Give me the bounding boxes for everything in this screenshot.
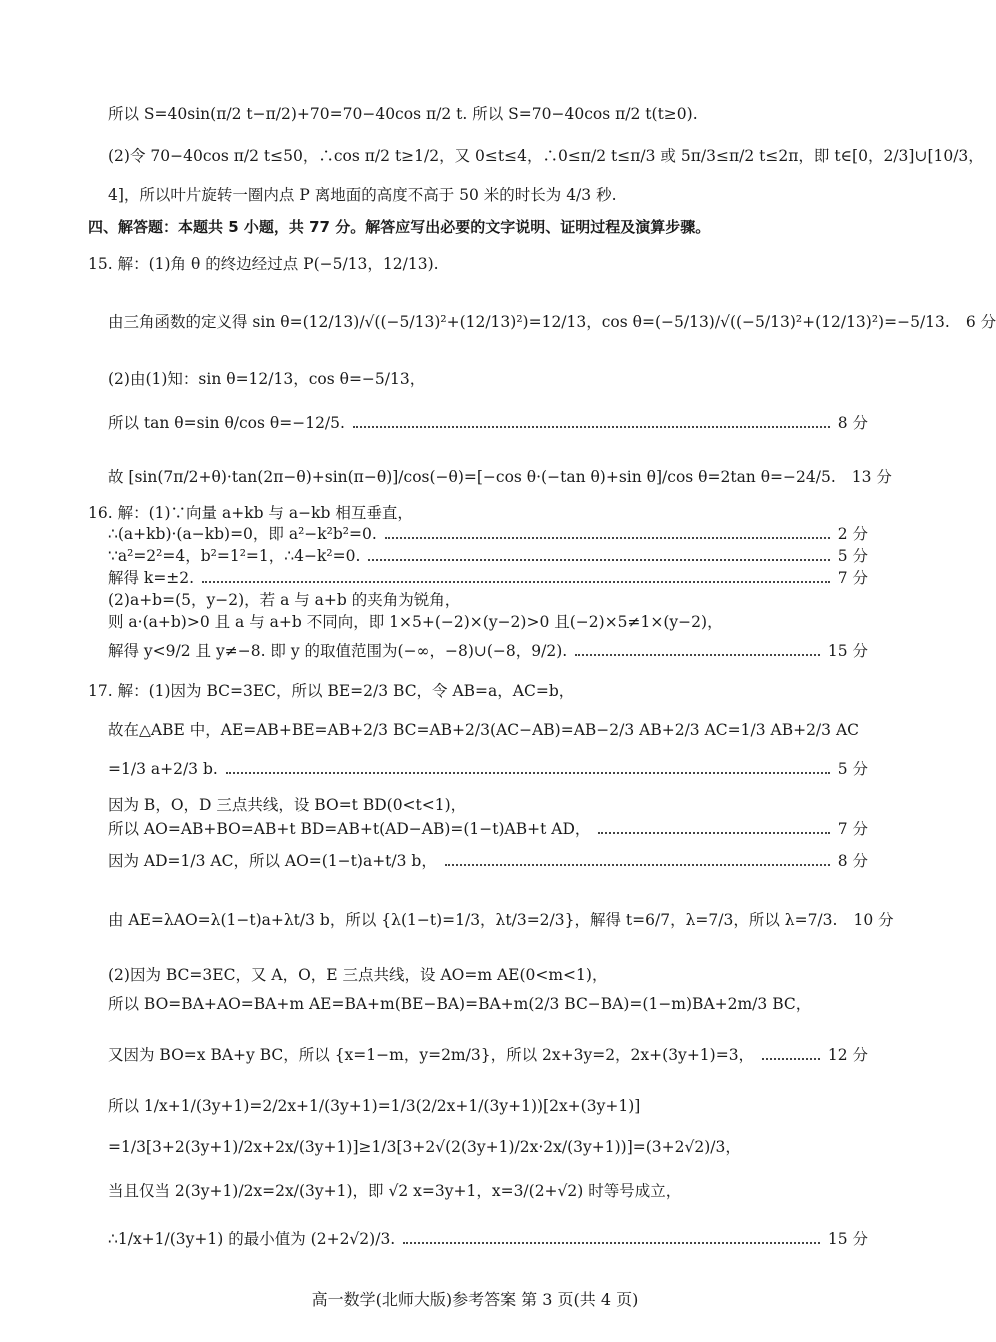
solution-text: 由 AE=λAO=λ(1−t)a+λt/3 b，所以 {λ(1−t)=1/3，λt/3=2/3}，解得 t=6/7，λ=7/3，所以 λ=7/3. — [108, 911, 838, 929]
solution-text: 故 [sin(7π/2+θ)·tan(2π−θ)+sin(π−θ)]/cos(−θ)=[−cos θ·(−tan θ)+sin θ]/cos θ=2tan θ=−24/5. — [108, 468, 836, 486]
score-mark: 7 分 — [837, 820, 868, 838]
solution-line — [108, 567, 868, 589]
solution-text: 当且仅当 2(3y+1)/2x=2x/(3y+1)，即 √2 x=3y+1，x=3/(2+√2) 时等号成立， — [108, 1182, 682, 1200]
solution-line — [108, 412, 868, 434]
score-mark: 5 分 — [837, 547, 868, 565]
solution-line — [108, 964, 868, 986]
solution-text: (2)令 70−40cos π/2 t≤50，∴cos π/2 t≥1/2，又 0≤t≤4，∴0≤π/2 t≤π/3 或 5π/3≤π/2 t≤2π，即 t∈[0，2/3]∪[10/3， — [108, 147, 984, 165]
score-mark: 15 分 — [827, 642, 868, 660]
score-mark: 8 分 — [837, 852, 868, 870]
solution-line — [108, 818, 868, 840]
solution-line — [108, 311, 996, 333]
solution-text: 解得 y<9/2 且 y≠−8. 即 y 的取值范围为(−∞，−8)∪(−8，9/2). — [108, 642, 568, 660]
dot-leader — [598, 832, 829, 834]
solution-line — [108, 1136, 868, 1158]
solution-text: (2)由(1)知：sin θ=12/13，cos θ=−5/13， — [108, 370, 426, 388]
solution-line — [108, 145, 984, 167]
solution-text: 因为 AD=1/3 AC，所以 AO=(1−t)a+t/3 b， — [108, 852, 437, 870]
solution-line — [88, 502, 868, 524]
solution-line — [108, 1044, 868, 1066]
solution-text: 17. 解：(1)因为 BC=3EC，所以 BE=2/3 BC，令 AB=a，AC=b， — [88, 682, 575, 700]
section-heading: 四、解答题：本题共 5 小题，共 77 分。解答应写出必要的文字说明、证明过程及演算步骤。 — [88, 218, 711, 236]
solution-line — [108, 1095, 868, 1117]
solution-text: 所以 AO=AB+BO=AB+t BD=AB+t(AD−AB)=(1−t)AB+t AD， — [108, 820, 591, 838]
dot-leader — [575, 654, 820, 656]
score-mark: 12 分 — [827, 1046, 868, 1064]
dot-leader — [403, 1242, 820, 1244]
solution-text: ∵a²=2²=4，b²=1²=1，∴4−k²=0. — [108, 547, 361, 565]
solution-text: 解得 k=±2. — [108, 569, 195, 587]
solution-line — [88, 253, 868, 275]
solution-line — [108, 758, 868, 780]
solution-line — [88, 680, 868, 702]
solution-text: 所以 BO=BA+AO=BA+m AE=BA+m(BE−BA)=BA+m(2/3 BC−BA)=(1−m)BA+2m/3 BC， — [108, 995, 812, 1013]
solution-line — [108, 993, 868, 1015]
score-mark: 13 分 — [851, 468, 892, 486]
solution-text: 所以 tan θ=sin θ/cos θ=−12/5. — [108, 414, 345, 432]
solution-text: ∴1/x+1/(3y+1) 的最小值为 (2+2√2)/3. — [108, 1230, 396, 1248]
solution-text: 因为 B，O，D 三点共线，设 BO=t BD(0<t<1)， — [108, 796, 467, 814]
score-mark: 8 分 — [837, 414, 868, 432]
score-mark: 7 分 — [837, 569, 868, 587]
solution-text: 由三角函数的定义得 sin θ=(12/13)/√((−5/13)²+(12/13)²)=12/13，cos θ=(−5/13)/√((−5/13)²+(12/13)²)=−5/13. — [108, 313, 950, 331]
score-mark: 5 分 — [837, 760, 868, 778]
dot-leader — [368, 559, 829, 561]
solution-line — [108, 640, 868, 662]
dot-leader — [385, 537, 830, 539]
dot-leader — [445, 864, 830, 866]
solution-line — [108, 589, 868, 611]
solution-line — [108, 466, 892, 488]
solution-line — [108, 545, 868, 567]
solution-line — [108, 368, 868, 390]
solution-line — [108, 1180, 868, 1202]
solution-text: 16. 解：(1)∵向量 a+kb 与 a−kb 相互垂直， — [88, 504, 413, 522]
solution-text: 15. 解：(1)角 θ 的终边经过点 P(−5/13，12/13). — [88, 255, 439, 273]
solution-text: (2)因为 BC=3EC，又 A，O，E 三点共线，设 AO=m AE(0<m<1)， — [108, 966, 608, 984]
solution-line — [108, 523, 868, 545]
score-mark: 2 分 — [837, 525, 868, 543]
solution-line — [108, 719, 868, 741]
dot-leader — [202, 581, 830, 583]
solution-text: 4]，所以叶片旋转一圈内点 P 离地面的高度不高于 50 米的时长为 4/3 秒. — [108, 186, 617, 204]
score-mark: 15 分 — [827, 1230, 868, 1248]
dot-leader — [226, 772, 830, 774]
page-footer: 高一数学(北师大版)参考答案 第 3 页(共 4 页) — [311, 1290, 639, 1309]
score-mark: 10 分 — [853, 911, 894, 929]
solution-text: (2)a+b=(5，y−2)，若 a 与 a+b 的夹角为锐角， — [108, 591, 461, 609]
solution-text: =1/3[3+2(3y+1)/2x+2x/(3y+1)]≥1/3[3+2√(2(3y+1)/2x·2x/(3y+1))]=(3+2√2)/3， — [108, 1138, 741, 1156]
solution-text: 所以 1/x+1/(3y+1)=2/2x+1/(3y+1)=1/3(2/2x+1/(3y+1))[2x+(3y+1)] — [108, 1097, 641, 1115]
solution-line — [108, 1228, 868, 1250]
dot-leader — [353, 426, 830, 428]
solution-line — [108, 794, 868, 816]
solution-text: 则 a·(a+b)>0 且 a 与 a+b 不同向，即 1×5+(−2)×(y−2)>0 且(−2)×5≠1×(y−2)， — [108, 613, 723, 631]
solution-text: 故在△ABE 中，AE=AB+BE=AB+2/3 BC=AB+2/3(AC−AB)=AB−2/3 AB+2/3 AC=1/3 AB+2/3 AC — [108, 721, 859, 739]
solution-text: 又因为 BO=x BA+y BC，所以 {x=1−m，y=2m/3}，所以 2x+3y=2，2x+(3y+1)=3， — [108, 1046, 755, 1064]
solution-text: ∴(a+kb)·(a−kb)=0，即 a²−k²b²=0. — [108, 525, 377, 543]
dot-leader — [762, 1058, 820, 1060]
solution-line — [108, 909, 894, 931]
solution-line — [108, 850, 868, 872]
solution-line — [108, 611, 868, 633]
score-mark: 6 分 — [965, 313, 996, 331]
solution-text: =1/3 a+2/3 b. — [108, 760, 218, 778]
solution-text: 所以 S=40sin(π/2 t−π/2)+70=70−40cos π/2 t. 所以 S=70−40cos π/2 t(t≥0). — [108, 105, 698, 123]
solution-line — [108, 103, 868, 125]
solution-line — [108, 184, 868, 206]
